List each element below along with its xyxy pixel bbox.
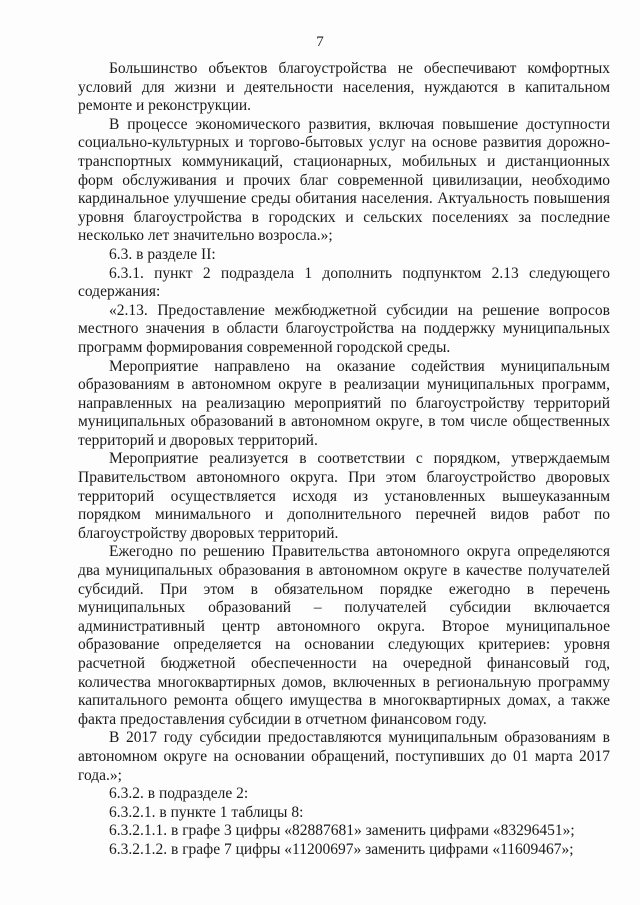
document-body: [78, 60, 610, 860]
paragraph: 6.3.2.1. в пункте 1 таблицы 8:: [109, 803, 304, 821]
paragraph: Мероприятие направлено на оказание содействия муниципальным образованиям в автономном округе в реализации муниципальных программ, направленных на реализацию мероприятий по благоустройству территорий муниципальных образований в автономном округе, в том числе общественных территорий и дворовых территорий.: [78, 357, 610, 449]
paragraph: Мероприятие реализуется в соответствии с порядком, утверждаемым Правительством автономного округа. При этом благоустройство дворовых территорий осуществляется исходя из установленных вышеуказанным порядком минимального и дополнительного перечней видов работ по благоустройству дворовых территорий.: [78, 450, 610, 542]
paragraph: 6.3. в разделе II:: [109, 245, 216, 263]
paragraph: 6.3.2.1.2. в графе 7 цифры «11200697» заменить цифрами «11609467»;: [109, 840, 574, 858]
paragraph: Ежегодно по решению Правительства автономного округа определяются два муниципальных образования в автономном округе в качестве получателей субсидий. При этом в обязательном порядке ежегодно в перечень муниципальных образований – получателей субсидии включается административный центр автономного округа. Второе муниципальное образование определяется на основании следующих критериев: уровня расчетной бюджетной обеспеченности на очередной финансовый год, количества многоквартирных домов, включенных в региональную программу капитального ремонта общего имущества в многоквартирных домах, а также факта предоставления субсидии в отчетном финансовом году.: [78, 543, 610, 728]
paragraph: «2.13. Предоставление межбюджетной субсидии на решение вопросов местного значения в области благоустройства на поддержку муниципальных программ формирования современной городской среды.: [78, 301, 610, 356]
paragraph: Большинство объектов благоустройства не обеспечивают комфортных условий для жизни и деятельности населения, нуждаются в капитальном ремонте и реконструкции.: [78, 60, 610, 115]
paragraph: 6.3.2.1.1. в графе 3 цифры «82887681» заменить цифрами «83296451»;: [109, 822, 575, 840]
paragraph: 6.3.2. в подразделе 2:: [109, 785, 249, 803]
paragraph: 6.3.1. пункт 2 подраздела 1 дополнить подпунктом 2.13 следующего содержания:: [78, 264, 610, 301]
paragraph: В процессе экономического развития, включая повышение доступности социально-культурных и торгово-бытовых услуг на основе развития дорожно-транспортных коммуникаций, стационарных, мобильных и дистанционных форм обслуживания и прочих благ современной цивилизации, необходимо кардинальное улучшение среды обитания населения. Актуальность повышения уровня благоустройства в городских и сельских поселениях за последние несколько лет значительно возросла.»;: [78, 115, 610, 245]
paragraph: В 2017 году субсидии предоставляются муниципальным образованиям в автономном округе на основании обращений, поступивших до 01 марта 2017 года.»;: [78, 729, 610, 784]
page-number: 7: [316, 34, 324, 50]
